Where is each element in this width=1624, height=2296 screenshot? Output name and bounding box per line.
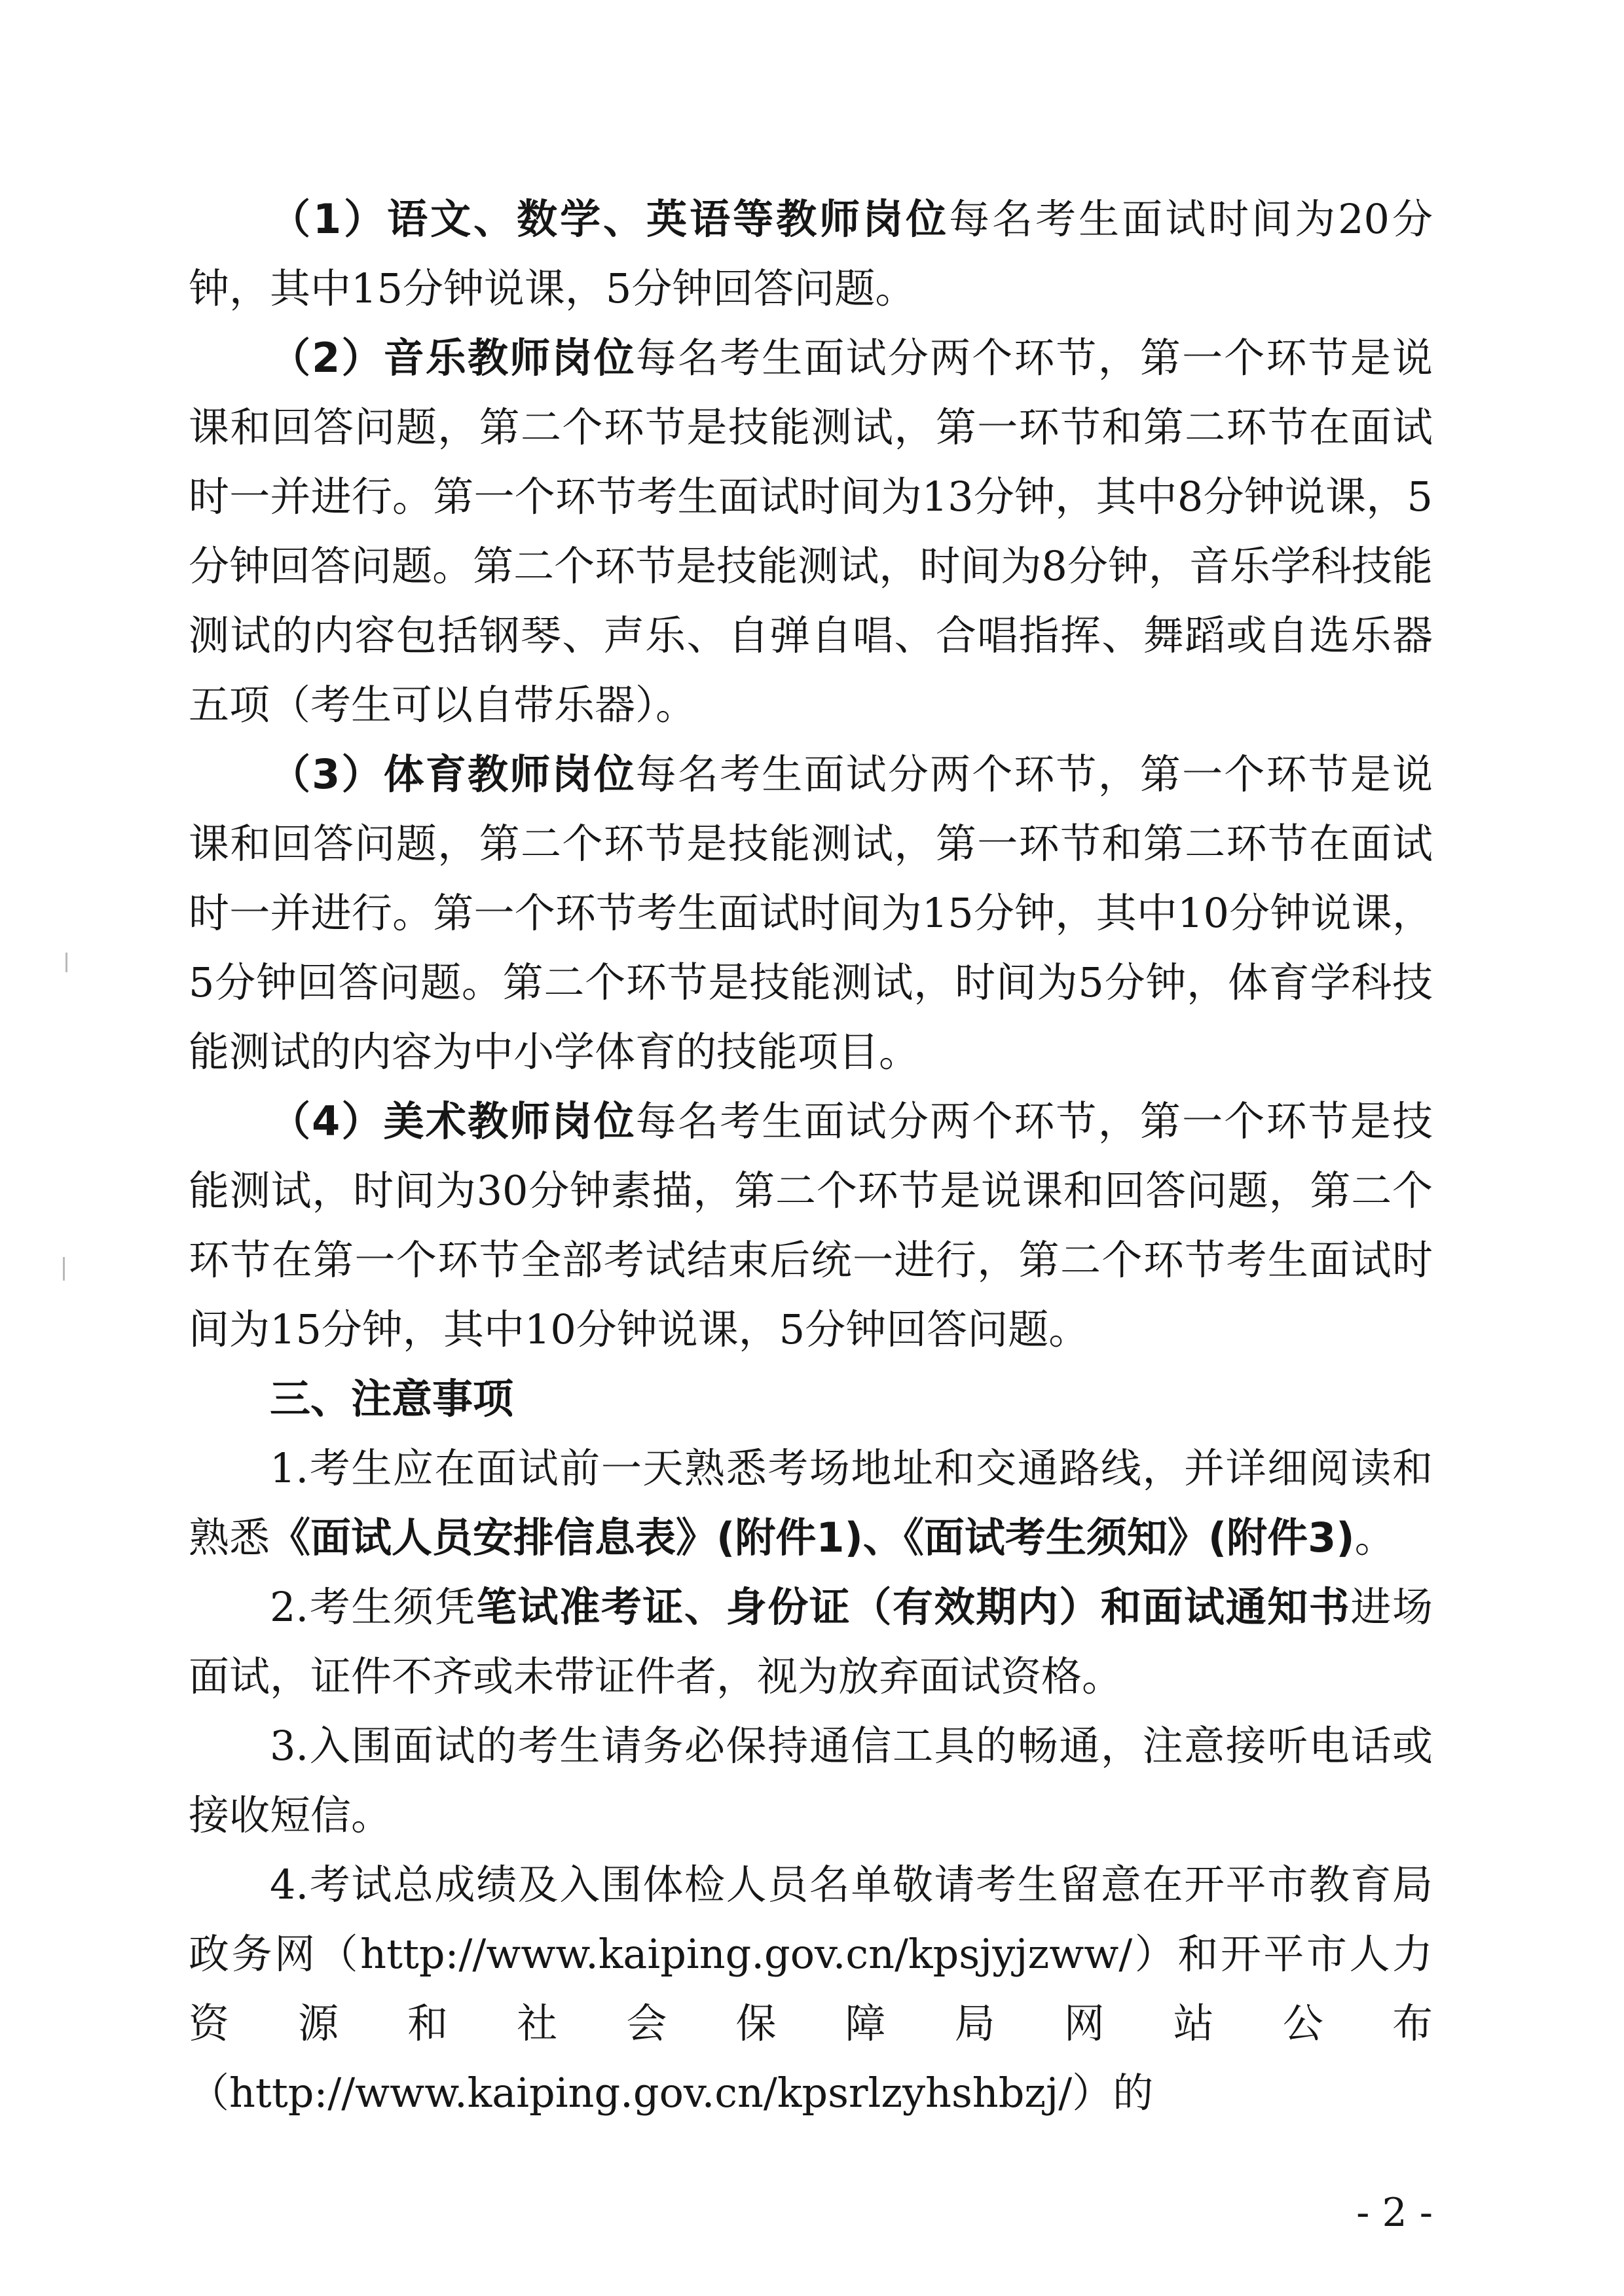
paragraph-art	[189, 1087, 1433, 1364]
note-2	[189, 1573, 1433, 1711]
scan-speck	[65, 953, 67, 972]
note-3: 3.入围面试的考生请务必保持通信工具的畅通，注意接听电话或接收短信。	[189, 1722, 1433, 1839]
paragraph-text: 每名考生面试分两个环节，第一个环节是说课和回答问题，第二个环节是技能测试，第一环节和第二环节在面试时一并进行。第一个环节考生面试时间为13分钟，其中8分钟说课，5分钟回答问题。第二个环节是技能测试，时间为8分钟，音乐学科技能测试的内容包括钢琴、声乐、自弹自唱、合唱指挥、舞蹈或自选乐器五项（考生可以自带乐器）。	[189, 334, 1433, 729]
bold-lead: （2）音乐教师岗位	[270, 334, 636, 382]
note-bold: 《面试人员安排信息表》(附件1)、《面试考生须知》(附件3)	[270, 1514, 1355, 1561]
note-1	[189, 1434, 1433, 1573]
paragraph-pe	[189, 740, 1433, 1087]
note-bold: 笔试准考证、身份证（有效期内）和面试通知书	[476, 1583, 1351, 1631]
bold-lead: （3）体育教师岗位	[270, 750, 636, 798]
paragraph-text: 每名考生面试分两个环节，第一个环节是说课和回答问题，第二个环节是技能测试，第一环节和第二环节在面试时一并进行。第一个环节考生面试时间为15分钟，其中10分钟说课，5分钟回答问题。第二个环节是技能测试，时间为5分钟，体育学科技能测试的内容为中小学体育的技能项目。	[189, 750, 1433, 1076]
paragraph-music	[189, 323, 1433, 740]
note-text: 2.考生须凭	[270, 1583, 477, 1631]
document-body	[189, 185, 1433, 2128]
note-text: 进场面试，证件不齐或未带证件者，视为放弃面试资格。	[189, 1583, 1433, 1700]
paragraph-text: 每名考生面试时间为20分钟，其中15分钟说课，5分钟回答问题。	[189, 195, 1433, 312]
note-4: 4.考试总成绩及入围体检人员名单敬请考生留意在开平市教育局政务网（http://www.kaiping.gov.cn/kpsjyjzww/）和开平市人力资源和社会保障局网站公布（http://www.kaiping.gov.cn/kpsrlzyhshbzj/）的	[189, 1861, 1433, 2117]
scan-speck	[63, 1257, 65, 1281]
bold-lead: （1）语文、数学、英语等教师岗位	[270, 195, 950, 243]
paragraph-text: 每名考生面试分两个环节，第一个环节是技能测试，时间为30分钟素描，第二个环节是说课和回答问题，第二个环节在第一个环节全部考试结束后统一进行，第二个环节考生面试时间为15分钟，其中10分钟说课，5分钟回答问题。	[189, 1097, 1433, 1353]
note-text: 1.考生应在面试前一天熟悉考场地址和交通路线，并详细阅读和熟悉	[189, 1444, 1433, 1561]
paragraph-chinese-math-english	[189, 185, 1433, 323]
note-text: 。	[1354, 1514, 1395, 1561]
bold-lead: （4）美术教师岗位	[270, 1097, 636, 1145]
section-heading: 三、注意事项	[270, 1375, 514, 1423]
page-number: - 2 -	[1356, 2190, 1433, 2236]
